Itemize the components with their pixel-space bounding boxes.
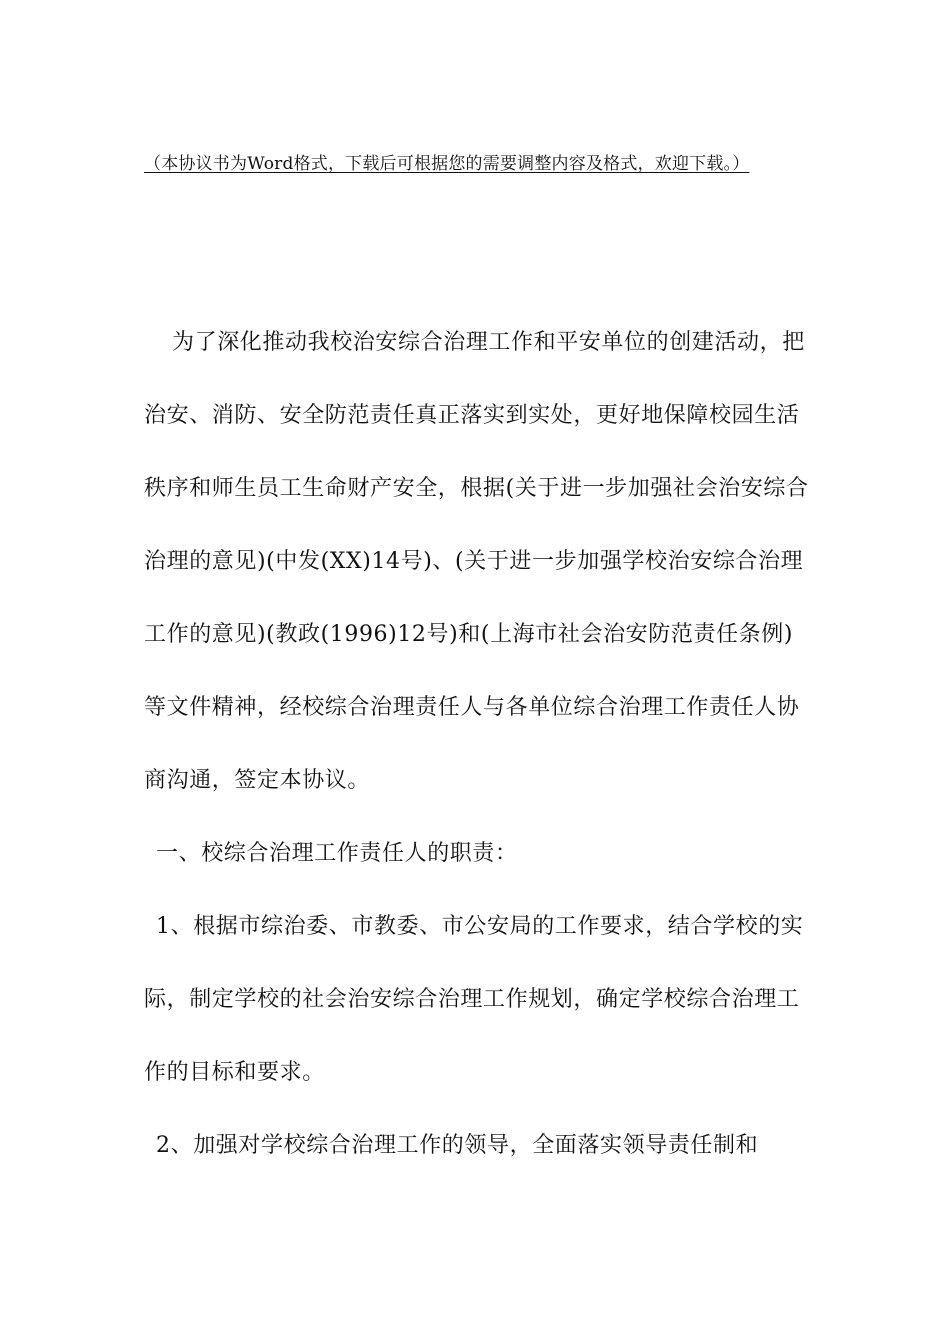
- clause-1-paragraph: 1、根据市综治委、市教委、市公安局的工作要求，结合学校的实际，制定学校的社会治安综合治理工作规划，确定学校综合治理工作的目标和要求。: [144, 914, 804, 1085]
- section-heading: 一、校综合治理工作责任人的职责：: [156, 841, 518, 866]
- intro-paragraph: 为了深化推动我校治安综合治理工作和平安单位的创建活动，把治安、消防、安全防范责任真正落实到实处，更好地保障校园生活秩序和师生员工生命财产安全，根据(关于进一步加强社会治安综合治理的意见)(中发(XX)14号)、(关于进一步加强学校治安综合治理工作的意见)(教政(1996)12号)和(上海市社会治安防范责任条例)等文件精神，经校综合治理责任人与各单位综合治理工作责任人协商沟通，签定本协议。: [144, 330, 809, 793]
- clause-2-paragraph: 2、加强对学校综合治理工作的领导，全面落实领导责任制和: [156, 1133, 759, 1158]
- document-body: [144, 306, 810, 1182]
- download-notice: （本协议书为Word格式，下载后可根据您的需要调整内容及格式，欢迎下载。）: [144, 154, 750, 174]
